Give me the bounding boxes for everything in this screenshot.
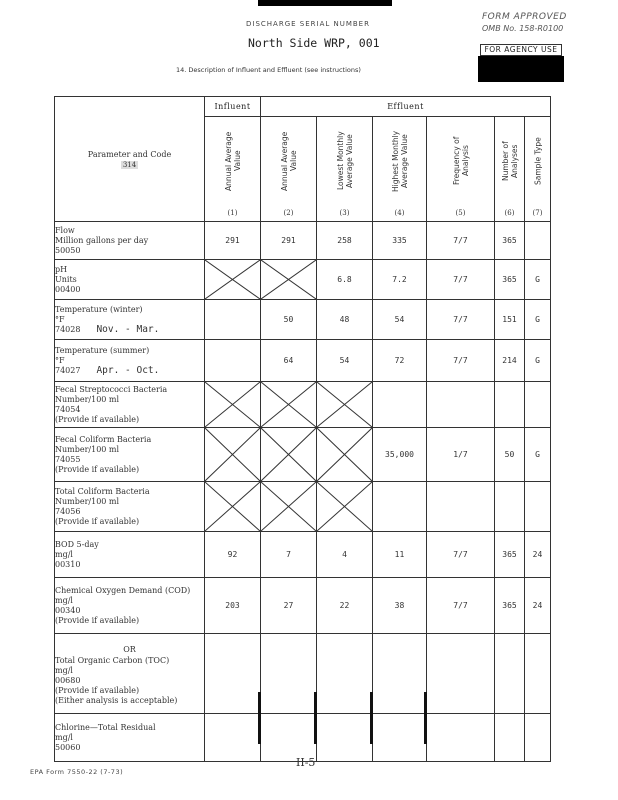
- value-cell: 335: [373, 222, 427, 260]
- value-cell: 50: [261, 300, 317, 340]
- value-cell: [427, 714, 495, 762]
- parameter-code: 74027: [55, 365, 81, 375]
- scan-artifact: [424, 692, 427, 744]
- parameter-line: (Provide if available): [55, 516, 140, 526]
- value-cell: 7/7: [427, 222, 495, 260]
- parameter-line: pH: [55, 264, 68, 274]
- table-row: [55, 382, 551, 428]
- column-header-label: Lowest Monthly Average Value: [335, 131, 354, 191]
- parameter-line: [55, 366, 204, 376]
- value-cell: [373, 714, 427, 762]
- scan-artifact: [258, 692, 261, 744]
- parameter-cell: [55, 260, 205, 300]
- parameter-code: 74028: [55, 324, 81, 334]
- parameter-line: 00340: [55, 605, 81, 615]
- parameter-line: (Either analysis is acceptable): [55, 695, 178, 705]
- table-row: [55, 578, 551, 634]
- not-applicable-cell: [205, 428, 261, 482]
- parameter-cell: [55, 340, 205, 382]
- omb-number: OMB No. 158-R0100: [482, 24, 564, 33]
- value-cell: 291: [205, 222, 261, 260]
- value-cell: 7: [261, 532, 317, 578]
- cross-out-mark: [261, 428, 316, 481]
- scan-artifact: [370, 692, 373, 744]
- parameter-cell: [55, 382, 205, 428]
- parameter-cell: [55, 634, 205, 714]
- column-header-label: Highest Monthly Average Value: [390, 130, 409, 192]
- not-applicable-cell: [261, 260, 317, 300]
- form-number: EPA Form 7550-22 (7-73): [30, 768, 124, 776]
- parameter-line: Chlorine—Total Residual: [55, 722, 156, 732]
- not-applicable-cell: [261, 482, 317, 532]
- parameter-line: 00400: [55, 284, 81, 294]
- column-number: (6): [504, 209, 515, 217]
- parameter-cell: [55, 300, 205, 340]
- value-cell: 50: [495, 428, 525, 482]
- value-cell: [525, 714, 551, 762]
- table-row: [55, 260, 551, 300]
- value-cell: 92: [205, 532, 261, 578]
- value-cell: 258: [317, 222, 373, 260]
- value-cell: [205, 340, 261, 382]
- cross-out-mark: [205, 428, 260, 481]
- value-cell: 48: [317, 300, 373, 340]
- cross-out-mark: [317, 382, 372, 427]
- parameter-line: Number/100 ml: [55, 394, 120, 404]
- column-header-3: [317, 117, 373, 222]
- value-cell: [495, 634, 525, 714]
- column-header-label: Frequency of Analysis: [451, 136, 470, 186]
- parameter-line: Chemical Oxygen Demand (COD): [55, 585, 191, 595]
- value-cell: [205, 300, 261, 340]
- value-cell: 35,000: [373, 428, 427, 482]
- parameter-cell: [55, 482, 205, 532]
- column-number: (5): [455, 209, 466, 217]
- value-cell: [427, 482, 495, 532]
- value-cell: 203: [205, 578, 261, 634]
- parameter-header-label: Parameter and Code: [87, 149, 172, 159]
- column-header-5: [427, 117, 495, 222]
- table-row: [55, 340, 551, 382]
- cross-out-mark: [261, 482, 316, 531]
- effluent-header: Effluent: [261, 97, 551, 117]
- table-row: [55, 482, 551, 532]
- column-number: (2): [283, 209, 294, 217]
- parameter-line: mg/l: [55, 732, 73, 742]
- column-header-6: [495, 117, 525, 222]
- not-applicable-cell: [205, 260, 261, 300]
- season-note: Apr. - Oct.: [96, 364, 160, 376]
- parameter-line: 74054: [55, 404, 81, 414]
- value-cell: 7/7: [427, 260, 495, 300]
- column-number: (1): [227, 209, 238, 217]
- parameter-line: BOD 5-day: [55, 539, 99, 549]
- value-cell: 7/7: [427, 532, 495, 578]
- value-cell: [495, 714, 525, 762]
- parameter-line: Million gallons per day: [55, 235, 149, 245]
- parameter-line: Total Coliform Bacteria: [55, 486, 150, 496]
- value-cell: 151: [495, 300, 525, 340]
- column-header-7: [525, 117, 551, 222]
- column-header-4: [373, 117, 427, 222]
- column-header-1: [205, 117, 261, 222]
- value-cell: 11: [373, 532, 427, 578]
- not-applicable-cell: [205, 482, 261, 532]
- parameter-line: (Provide if available): [55, 615, 140, 625]
- parameter-line: Flow: [55, 225, 75, 235]
- parameter-cell: [55, 714, 205, 762]
- value-cell: 365: [495, 260, 525, 300]
- parameter-line: 74055: [55, 454, 81, 464]
- value-cell: 7/7: [427, 300, 495, 340]
- parameter-line: °F: [55, 314, 65, 324]
- agency-use-box: FOR AGENCY USE: [480, 44, 562, 56]
- column-number: (3): [339, 209, 350, 217]
- column-header-label: Annual Average Value: [223, 131, 242, 191]
- parameter-line: mg/l: [55, 665, 73, 675]
- value-cell: [373, 382, 427, 428]
- not-applicable-cell: [317, 482, 373, 532]
- value-cell: 7/7: [427, 578, 495, 634]
- value-cell: 24: [525, 532, 551, 578]
- parameter-cell: [55, 578, 205, 634]
- not-applicable-cell: [317, 428, 373, 482]
- parameter-line: mg/l: [55, 549, 73, 559]
- parameter-line: Temperature (winter): [55, 304, 143, 314]
- cross-out-mark: [317, 428, 372, 481]
- value-cell: [261, 634, 317, 714]
- parameter-line: 74056: [55, 506, 81, 516]
- scan-top-bar: [258, 0, 392, 6]
- cross-out-mark: [205, 482, 260, 531]
- value-cell: G: [525, 260, 551, 300]
- or-label: OR: [123, 644, 136, 654]
- value-cell: [373, 482, 427, 532]
- not-applicable-cell: [317, 382, 373, 428]
- parameter-line: (Provide if available): [55, 464, 140, 474]
- value-cell: 1/7: [427, 428, 495, 482]
- value-cell: G: [525, 340, 551, 382]
- redaction-box: [478, 56, 564, 82]
- parameter-header-cell: [55, 97, 205, 222]
- value-cell: G: [525, 300, 551, 340]
- parameter-line: 50050: [55, 245, 81, 255]
- form-approved-label: FORM APPROVED: [482, 12, 567, 22]
- column-header-2: [261, 117, 317, 222]
- value-cell: [317, 634, 373, 714]
- not-applicable-cell: [261, 428, 317, 482]
- parameter-line: 00680: [55, 675, 81, 685]
- value-cell: 6.8: [317, 260, 373, 300]
- cross-out-mark: [205, 382, 260, 427]
- value-cell: 365: [495, 532, 525, 578]
- value-cell: [261, 714, 317, 762]
- parameter-line: [55, 325, 204, 335]
- value-cell: [427, 634, 495, 714]
- value-cell: [525, 634, 551, 714]
- value-cell: [317, 714, 373, 762]
- value-cell: 365: [495, 578, 525, 634]
- parameter-cell: [55, 428, 205, 482]
- value-cell: 4: [317, 532, 373, 578]
- value-cell: [525, 482, 551, 532]
- cross-out-mark: [317, 482, 372, 531]
- parameter-line: 50060: [55, 742, 81, 752]
- parameter-line: °F: [55, 355, 65, 365]
- value-cell: 64: [261, 340, 317, 382]
- value-cell: [525, 382, 551, 428]
- season-note: Nov. - Mar.: [96, 323, 160, 335]
- cross-out-mark: [205, 260, 260, 299]
- cross-out-mark: [261, 260, 316, 299]
- page-number: II-5: [296, 756, 316, 769]
- parameter-line: Temperature (summer): [55, 345, 150, 355]
- value-cell: [205, 714, 261, 762]
- parameter-line: Number/100 ml: [55, 444, 120, 454]
- value-cell: 54: [317, 340, 373, 382]
- parameter-line: Total Organic Carbon (TOC): [55, 655, 170, 665]
- facility-name: North Side WRP, 001: [248, 36, 380, 50]
- not-applicable-cell: [205, 382, 261, 428]
- parameter-code-box: 314: [122, 160, 137, 169]
- column-number: (7): [532, 209, 543, 217]
- table-row: [55, 532, 551, 578]
- value-cell: 54: [373, 300, 427, 340]
- discharge-serial-label: DISCHARGE SERIAL NUMBER: [246, 20, 370, 28]
- value-cell: 27: [261, 578, 317, 634]
- value-cell: [427, 382, 495, 428]
- value-cell: [373, 634, 427, 714]
- value-cell: 38: [373, 578, 427, 634]
- table-row: [55, 634, 551, 714]
- influent-header: Influent: [205, 97, 261, 117]
- table-row: [55, 300, 551, 340]
- table-row: [55, 222, 551, 260]
- parameter-cell: [55, 532, 205, 578]
- value-cell: 7.2: [373, 260, 427, 300]
- column-header-label: Sample Type: [533, 137, 542, 185]
- value-cell: 7/7: [427, 340, 495, 382]
- parameter-line: Fecal Coliform Bacteria: [55, 434, 152, 444]
- parameter-line: Fecal Streptococci Bacteria: [55, 384, 168, 394]
- column-header-label: Annual Average Value: [279, 131, 298, 191]
- value-cell: 365: [495, 222, 525, 260]
- section-title: 14. Description of Influent and Effluent (see instructions): [176, 66, 361, 74]
- parameter-line: (Provide if available): [55, 685, 140, 695]
- cross-out-mark: [261, 382, 316, 427]
- scan-artifact: [314, 692, 317, 744]
- value-cell: [495, 482, 525, 532]
- column-header-label: Number of Analyses: [500, 141, 519, 181]
- column-number: (4): [394, 209, 405, 217]
- value-cell: 24: [525, 578, 551, 634]
- table-row: [55, 714, 551, 762]
- value-cell: 214: [495, 340, 525, 382]
- parameter-cell: [55, 222, 205, 260]
- value-cell: G: [525, 428, 551, 482]
- parameter-line: (Provide if available): [55, 414, 140, 424]
- value-cell: 291: [261, 222, 317, 260]
- table-row: [55, 428, 551, 482]
- influent-effluent-table: [54, 96, 551, 762]
- parameter-line: Units: [55, 274, 77, 284]
- value-cell: [205, 634, 261, 714]
- value-cell: [495, 382, 525, 428]
- parameter-line: 00310: [55, 559, 81, 569]
- value-cell: 22: [317, 578, 373, 634]
- parameter-line: Number/100 ml: [55, 496, 120, 506]
- not-applicable-cell: [261, 382, 317, 428]
- value-cell: 72: [373, 340, 427, 382]
- parameter-line: mg/l: [55, 595, 73, 605]
- value-cell: [525, 222, 551, 260]
